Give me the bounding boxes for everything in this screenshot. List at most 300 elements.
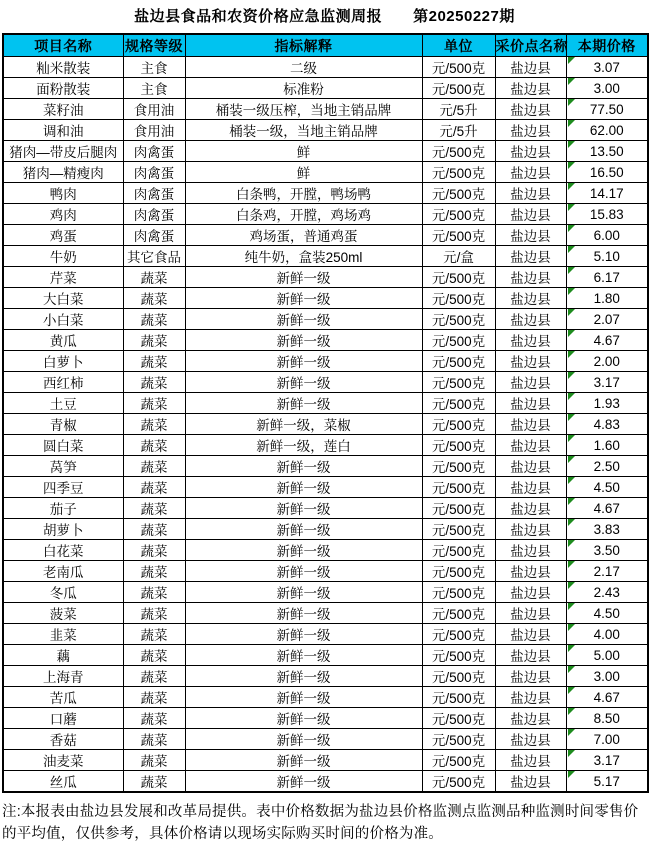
price-cell	[566, 456, 648, 477]
price-cell	[566, 750, 648, 771]
green-triangle-icon	[568, 414, 575, 421]
site-text: 盐边县	[510, 229, 551, 244]
item-name-text: 四季豆	[43, 481, 84, 496]
unit-text: 元/500克	[431, 376, 486, 391]
grade-cell	[123, 477, 185, 498]
site-text: 盐边县	[510, 271, 551, 286]
green-triangle-icon	[568, 645, 575, 652]
grade-cell	[123, 435, 185, 456]
unit-text: 元/500克	[431, 481, 486, 496]
description-text: 桶装一级，当地主销品牌	[229, 124, 378, 139]
site-cell	[495, 141, 566, 162]
grade-cell	[123, 99, 185, 120]
price-text: 2.07	[593, 311, 620, 327]
item-name-text: 油麦菜	[43, 754, 84, 769]
green-triangle-icon	[568, 540, 575, 547]
unit-text: 元/500克	[431, 166, 486, 181]
grade-cell	[123, 267, 185, 288]
price-text: 4.50	[593, 479, 620, 495]
description-cell	[185, 645, 422, 666]
unit-text: 元/500克	[431, 439, 486, 454]
description-cell	[185, 162, 422, 183]
grade-cell	[123, 120, 185, 141]
description-text: 新鲜一级	[276, 670, 331, 685]
site-text: 盐边县	[510, 670, 551, 685]
unit-cell	[422, 57, 495, 78]
description-cell	[185, 288, 422, 309]
site-text: 盐边县	[510, 607, 551, 622]
unit-cell	[422, 393, 495, 414]
site-cell	[495, 225, 566, 246]
unit-cell	[422, 78, 495, 99]
price-text: 3.17	[593, 752, 620, 768]
price-cell	[566, 309, 648, 330]
description-cell	[185, 225, 422, 246]
grade-text: 肉禽蛋	[133, 229, 175, 244]
item-name-text: 老南瓜	[43, 565, 84, 580]
table-row	[3, 351, 648, 372]
table-row	[3, 183, 648, 204]
item-name-text: 韭菜	[49, 628, 77, 643]
green-triangle-icon	[568, 309, 575, 316]
grade-text: 肉禽蛋	[133, 166, 175, 181]
site-text: 盐边县	[510, 187, 551, 202]
site-text: 盐边县	[510, 334, 551, 349]
site-text: 盐边县	[510, 502, 551, 517]
item-name-cell	[3, 687, 123, 708]
description-text: 新鲜一级	[276, 271, 331, 286]
price-text: 14.17	[589, 185, 624, 201]
description-text: 鲜	[296, 145, 311, 160]
item-name-text: 大白菜	[43, 292, 84, 307]
unit-text: 元/500克	[431, 586, 486, 601]
grade-cell	[123, 288, 185, 309]
item-name-cell	[3, 498, 123, 519]
unit-text: 元/500克	[431, 313, 486, 328]
description-cell	[185, 309, 422, 330]
site-text: 盐边县	[510, 250, 551, 265]
price-cell	[566, 393, 648, 414]
item-name-cell	[3, 519, 123, 540]
unit-text: 元/500克	[431, 775, 486, 790]
price-cell	[566, 414, 648, 435]
site-cell	[495, 603, 566, 624]
unit-text: 元/500克	[431, 649, 486, 664]
site-text: 盐边县	[510, 733, 551, 748]
description-cell	[185, 330, 422, 351]
table-row	[3, 498, 648, 519]
header-item-name: 项目名称	[3, 34, 123, 57]
item-name-cell	[3, 162, 123, 183]
table-row	[3, 78, 648, 99]
item-name-cell	[3, 540, 123, 561]
description-cell	[185, 729, 422, 750]
grade-text: 蔬菜	[140, 712, 168, 727]
grade-text: 蔬菜	[140, 733, 168, 748]
grade-cell	[123, 162, 185, 183]
table-row	[3, 771, 648, 793]
description-cell	[185, 771, 422, 793]
unit-text: 元/500克	[431, 691, 486, 706]
grade-cell	[123, 372, 185, 393]
price-cell	[566, 141, 648, 162]
unit-cell	[422, 498, 495, 519]
description-text: 新鲜一级	[276, 565, 331, 580]
green-triangle-icon	[568, 99, 575, 106]
price-text: 4.50	[593, 605, 620, 621]
green-triangle-icon	[568, 666, 575, 673]
unit-cell	[422, 183, 495, 204]
site-cell	[495, 57, 566, 78]
unit-text: 元/500克	[431, 61, 486, 76]
item-name-cell	[3, 225, 123, 246]
description-text: 新鲜一级	[276, 733, 331, 748]
unit-cell	[422, 666, 495, 687]
grade-cell	[123, 561, 185, 582]
item-name-text: 上海青	[43, 670, 84, 685]
green-triangle-icon	[568, 267, 575, 274]
item-name-text: 白萝卜	[43, 355, 84, 370]
description-cell	[185, 666, 422, 687]
grade-text: 蔬菜	[140, 334, 168, 349]
price-cell	[566, 246, 648, 267]
grade-text: 其它食品	[127, 250, 181, 265]
price-text: 1.93	[593, 395, 620, 411]
price-cell	[566, 540, 648, 561]
site-text: 盐边县	[510, 313, 551, 328]
green-triangle-icon	[568, 120, 575, 127]
table-row	[3, 141, 648, 162]
description-text: 新鲜一级	[276, 481, 331, 496]
green-triangle-icon	[568, 519, 575, 526]
description-text: 鲜	[296, 166, 311, 181]
unit-cell	[422, 246, 495, 267]
site-text: 盐边县	[510, 355, 551, 370]
item-name-cell	[3, 750, 123, 771]
grade-text: 蔬菜	[140, 376, 168, 391]
report-title: 盐边县食品和农资价格应急监测周报 第20250227期	[134, 8, 515, 25]
description-cell	[185, 351, 422, 372]
description-text: 新鲜一级	[276, 313, 331, 328]
item-name-cell	[3, 771, 123, 793]
price-cell	[566, 351, 648, 372]
item-name-cell	[3, 708, 123, 729]
grade-text: 蔬菜	[140, 586, 168, 601]
green-triangle-icon	[568, 561, 575, 568]
item-name-cell	[3, 435, 123, 456]
grade-text: 蔬菜	[140, 418, 168, 433]
item-name-cell	[3, 267, 123, 288]
unit-cell	[422, 267, 495, 288]
unit-text: 元/5升	[439, 103, 478, 118]
table-row	[3, 309, 648, 330]
site-cell	[495, 687, 566, 708]
item-name-cell	[3, 477, 123, 498]
site-cell	[495, 456, 566, 477]
unit-cell	[422, 687, 495, 708]
description-text: 新鲜一级	[276, 376, 331, 391]
site-text: 盐边县	[510, 628, 551, 643]
description-text: 新鲜一级	[276, 691, 331, 706]
site-cell	[495, 750, 566, 771]
grade-text: 蔬菜	[140, 691, 168, 706]
price-text: 8.50	[593, 710, 620, 726]
price-text: 6.17	[593, 269, 620, 285]
unit-cell	[422, 603, 495, 624]
table-row	[3, 120, 648, 141]
green-triangle-icon	[568, 498, 575, 505]
price-cell	[566, 519, 648, 540]
table-row	[3, 267, 648, 288]
site-text: 盐边县	[510, 586, 551, 601]
unit-cell	[422, 477, 495, 498]
description-cell	[185, 246, 422, 267]
price-text: 3.00	[593, 668, 620, 684]
unit-text: 元/500克	[431, 733, 486, 748]
item-name-text: 面粉散装	[36, 82, 91, 97]
grade-text: 蔬菜	[140, 565, 168, 580]
unit-cell	[422, 540, 495, 561]
grade-text: 食用油	[133, 103, 175, 118]
site-text: 盐边县	[510, 397, 551, 412]
unit-cell	[422, 204, 495, 225]
item-name-text: 胡萝卜	[43, 523, 84, 538]
price-text: 3.50	[593, 542, 620, 558]
table-row	[3, 435, 648, 456]
item-name-cell	[3, 141, 123, 162]
unit-cell	[422, 519, 495, 540]
price-cell	[566, 771, 648, 793]
price-cell	[566, 645, 648, 666]
site-text: 盐边县	[510, 208, 551, 223]
price-cell	[566, 666, 648, 687]
site-text: 盐边县	[510, 649, 551, 664]
price-cell	[566, 267, 648, 288]
item-name-text: 莴笋	[49, 460, 77, 475]
price-cell	[566, 120, 648, 141]
grade-cell	[123, 582, 185, 603]
description-text: 新鲜一级	[276, 355, 331, 370]
description-cell	[185, 561, 422, 582]
green-triangle-icon	[568, 393, 575, 400]
grade-cell	[123, 687, 185, 708]
site-cell	[495, 330, 566, 351]
table-row	[3, 477, 648, 498]
header-price: 本期价格	[566, 34, 648, 57]
header-grade: 规格等级	[123, 34, 185, 57]
green-triangle-icon	[568, 78, 575, 85]
grade-cell	[123, 78, 185, 99]
price-cell	[566, 204, 648, 225]
grade-text: 蔬菜	[140, 460, 168, 475]
unit-cell	[422, 435, 495, 456]
green-triangle-icon	[568, 456, 575, 463]
price-text: 1.60	[593, 437, 620, 453]
green-triangle-icon	[568, 624, 575, 631]
unit-text: 元/500克	[431, 292, 486, 307]
site-cell	[495, 372, 566, 393]
price-text: 5.00	[593, 647, 620, 663]
grade-text: 蔬菜	[140, 439, 168, 454]
site-cell	[495, 162, 566, 183]
grade-text: 蔬菜	[140, 397, 168, 412]
site-cell	[495, 267, 566, 288]
item-name-cell	[3, 351, 123, 372]
item-name-cell	[3, 666, 123, 687]
item-name-text: 苦瓜	[49, 691, 77, 706]
item-name-cell	[3, 183, 123, 204]
unit-cell	[422, 330, 495, 351]
table-row	[3, 414, 648, 435]
item-name-cell	[3, 603, 123, 624]
table-row	[3, 582, 648, 603]
green-triangle-icon	[568, 288, 575, 295]
grade-cell	[123, 57, 185, 78]
green-triangle-icon	[568, 225, 575, 232]
unit-cell	[422, 771, 495, 793]
grade-text: 主食	[140, 82, 168, 97]
unit-text: 元/500克	[431, 208, 486, 223]
description-cell	[185, 435, 422, 456]
description-cell	[185, 78, 422, 99]
price-text: 77.50	[589, 101, 624, 117]
unit-cell	[422, 351, 495, 372]
grade-text: 蔬菜	[140, 313, 168, 328]
description-text: 标准粉	[283, 82, 324, 97]
description-cell	[185, 120, 422, 141]
price-text: 4.83	[593, 416, 620, 432]
header-description: 指标解释	[185, 34, 422, 57]
description-cell	[185, 540, 422, 561]
grade-cell	[123, 540, 185, 561]
green-triangle-icon	[568, 729, 575, 736]
grade-text: 蔬菜	[140, 628, 168, 643]
grade-text: 蔬菜	[140, 754, 168, 769]
site-text: 盐边县	[510, 460, 551, 475]
grade-text: 蔬菜	[140, 775, 168, 790]
green-triangle-icon	[568, 351, 575, 358]
price-text: 5.17	[593, 773, 620, 789]
price-cell	[566, 288, 648, 309]
green-triangle-icon	[568, 330, 575, 337]
grade-text: 蔬菜	[140, 502, 168, 517]
site-text: 盐边县	[510, 292, 551, 307]
unit-cell	[422, 309, 495, 330]
item-name-text: 口蘑	[49, 712, 77, 727]
description-cell	[185, 687, 422, 708]
site-text: 盐边县	[510, 481, 551, 496]
grade-text: 蔬菜	[140, 292, 168, 307]
green-triangle-icon	[568, 477, 575, 484]
description-cell	[185, 582, 422, 603]
unit-text: 元/500克	[431, 565, 486, 580]
unit-cell	[422, 624, 495, 645]
grade-cell	[123, 225, 185, 246]
grade-cell	[123, 498, 185, 519]
item-name-cell	[3, 246, 123, 267]
item-name-cell	[3, 372, 123, 393]
description-cell	[185, 99, 422, 120]
unit-cell	[422, 582, 495, 603]
item-name-text: 圆白菜	[43, 439, 84, 454]
description-text: 新鲜一级	[276, 712, 331, 727]
unit-cell	[422, 120, 495, 141]
grade-cell	[123, 519, 185, 540]
table-row	[3, 687, 648, 708]
description-text: 新鲜一级	[276, 292, 331, 307]
description-cell	[185, 477, 422, 498]
site-text: 盐边县	[510, 376, 551, 391]
price-text: 2.50	[593, 458, 620, 474]
description-text: 新鲜一级	[276, 607, 331, 622]
grade-cell	[123, 666, 185, 687]
grade-text: 蔬菜	[140, 355, 168, 370]
item-name-cell	[3, 57, 123, 78]
site-text: 盐边县	[510, 145, 551, 160]
header-site: 采价点名称	[495, 34, 566, 57]
price-cell	[566, 57, 648, 78]
item-name-cell	[3, 120, 123, 141]
site-cell	[495, 624, 566, 645]
price-cell	[566, 99, 648, 120]
site-cell	[495, 78, 566, 99]
item-name-cell	[3, 204, 123, 225]
unit-text: 元/500克	[431, 460, 486, 475]
item-name-cell	[3, 414, 123, 435]
green-triangle-icon	[568, 750, 575, 757]
green-triangle-icon	[568, 603, 575, 610]
site-cell	[495, 498, 566, 519]
item-name-cell	[3, 561, 123, 582]
description-text: 新鲜一级	[276, 775, 331, 790]
item-name-cell	[3, 393, 123, 414]
grade-text: 蔬菜	[140, 544, 168, 559]
description-cell	[185, 456, 422, 477]
description-text: 新鲜一级	[276, 334, 331, 349]
unit-text: 元/500克	[431, 82, 486, 97]
item-name-text: 黄瓜	[49, 334, 77, 349]
item-name-text: 丝瓜	[49, 775, 77, 790]
item-name-text: 牛奶	[49, 250, 77, 265]
description-text: 新鲜一级	[276, 502, 331, 517]
unit-text: 元/5升	[439, 124, 478, 139]
unit-text: 元/500克	[431, 229, 486, 244]
item-name-text: 鸭肉	[49, 187, 77, 202]
item-name-text: 西红柿	[43, 376, 84, 391]
price-text: 2.43	[593, 584, 620, 600]
green-triangle-icon	[568, 435, 575, 442]
price-text: 2.00	[593, 353, 620, 369]
site-cell	[495, 477, 566, 498]
site-cell	[495, 288, 566, 309]
footer-note: 注:本报表由盐边县发展和改革局提供。表中价格数据为盐边县价格监测点监测品种监测时间零售价的平均值，仅供参考，具体价格请以现场实际购买时间的价格为准。	[2, 804, 639, 842]
grade-cell	[123, 414, 185, 435]
price-table	[2, 33, 649, 793]
table-row	[3, 666, 648, 687]
site-cell	[495, 729, 566, 750]
table-row	[3, 162, 648, 183]
item-name-cell	[3, 624, 123, 645]
site-text: 盐边县	[510, 166, 551, 181]
table-row	[3, 372, 648, 393]
site-cell	[495, 645, 566, 666]
grade-cell	[123, 204, 185, 225]
site-cell	[495, 582, 566, 603]
site-text: 盐边县	[510, 103, 551, 118]
price-text: 4.67	[593, 500, 620, 516]
item-name-text: 猪肉—带皮后腿肉	[9, 145, 118, 160]
unit-cell	[422, 225, 495, 246]
